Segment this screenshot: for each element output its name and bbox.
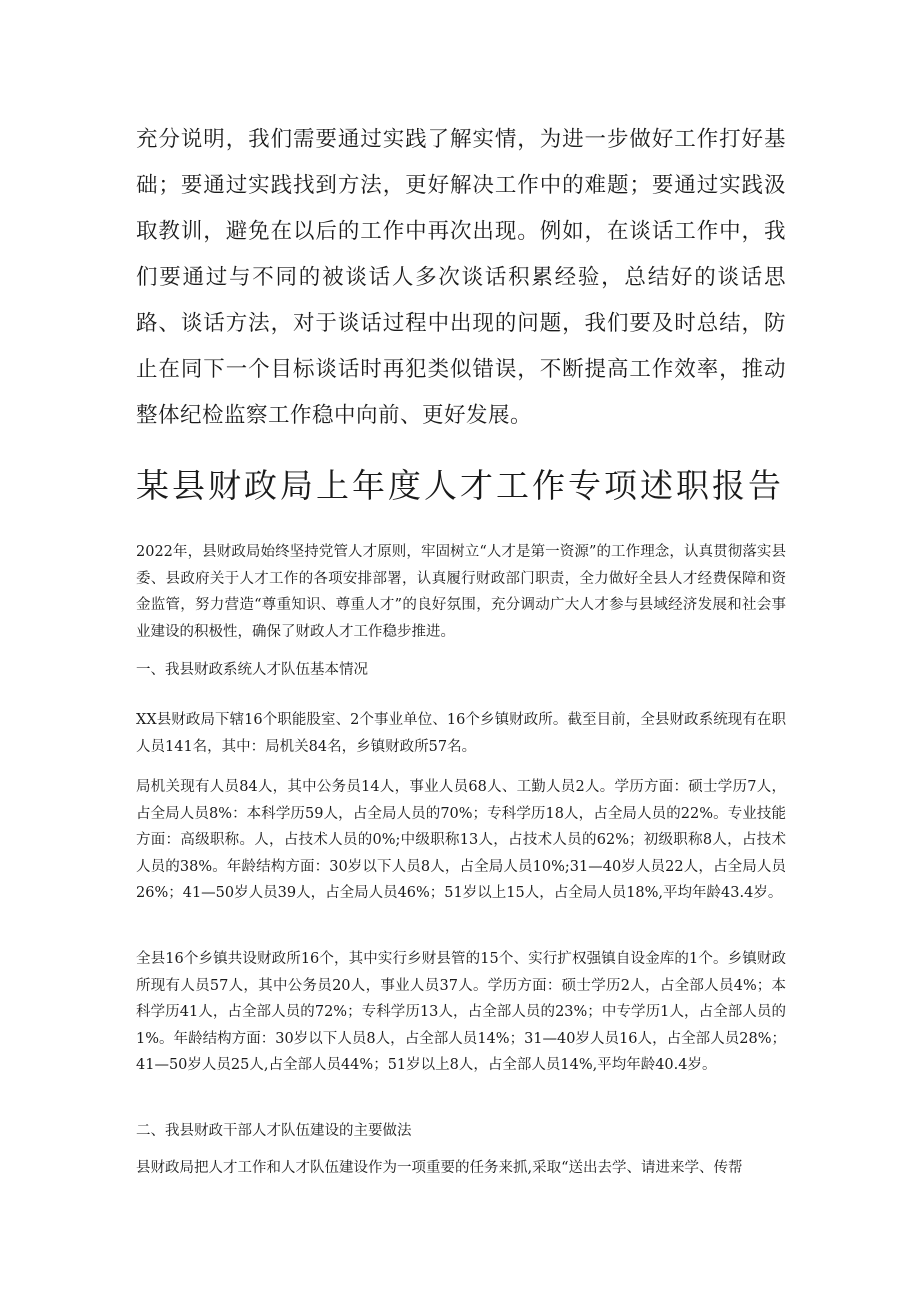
intro-paragraph: 2022年，县财政局始终坚持党管人才原则，牢固树立“人才是第一资源”的工作理念，认真贯彻落实县委、县政府关于人才工作的各项安排部署，认真履行财政部门职责，全力做好全县人才经费保障和资金监管，努力营造“尊重知识、尊重人才”的良好氛围，充分调动广大人才参与县域经济发展和社会事业建设的积极性，确保了财政人才工作稳步推进。 (136, 544, 786, 640)
section-1-paragraph-3: 全县16个乡镇共设财政所16个，其中实行乡财县管的15个、实行扩权强镇自设金库的1个。乡镇财政所现有人员57人，其中公务员20人，事业人员37人。学历方面：硕士学历2人，占全部人员4%；本科学历41人，占全部人员的72%；专科学历13人，占全部人员的23%；中专学历1人，占全部人员的1%。年龄结构方面：30岁以下人员8人，占全部人员14%；31—40岁人员16人，占全部人员28%；41—50岁人员25人,占全部人员44%；51岁以上8人，占全部人员14%,平均年龄40.4岁。 (136, 951, 786, 1073)
previous-section-paragraph: 充分说明，我们需要通过实践了解实情，为进一步做好工作打好基础；要通过实践找到方法，更好解决工作中的难题；要通过实践汲取教训，避免在以后的工作中再次出现。例如，在谈话工作中，我们要通过与不同的被谈话人多次谈话积累经验，总结好的谈话思路、谈话方法，对于谈话过程中出现的问题，我们要及时总结，防止在同下一个目标谈话时再犯类似错误，不断提高工作效率，推动整体纪检监察工作稳中向前、更好发展。 (136, 127, 786, 428)
section-1-paragraph-2: 局机关现有人员84人，其中公务员14人，事业人员68人、工勤人员2人。学历方面：硕士学历7人，占全局人员8%：本科学历59人，占全局人员的70%；专科学历18人，占全局人员的22%。专业技能方面：高级职称。人，占技术人员的0%;中级职称13人，占技术人员的62%；初级职称8人，占技术人员的38%。年龄结构方面：30岁以下人员8人，占全局人员10%;31—40岁人员22人，占全局人员26%；41—50岁人员39人，占全局人员46%；51岁以上15人，占全局人员18%,平均年龄43.4岁。 (136, 779, 786, 901)
section-2-heading: 二、我县财政干部人才队伍建设的主要做法 (136, 1123, 412, 1139)
section-2-paragraph-1: 县财政局把人才工作和人才队伍建设作为一项重要的任务来抓,采取“送出去学、请进来学、传帮 (136, 1160, 743, 1176)
report-title: 某县财政局上年度人才工作专项述职报告 (136, 466, 784, 505)
section-1-heading: 一、我县财政系统人才队伍基本情况 (136, 662, 368, 678)
section-1-paragraph-1: XX县财政局下辖16个职能股室、2个事业单位、16个乡镇财政所。截至目前，全县财政系统现有在职人员141名，其中：局机关84名，乡镇财政所57名。 (136, 712, 786, 755)
